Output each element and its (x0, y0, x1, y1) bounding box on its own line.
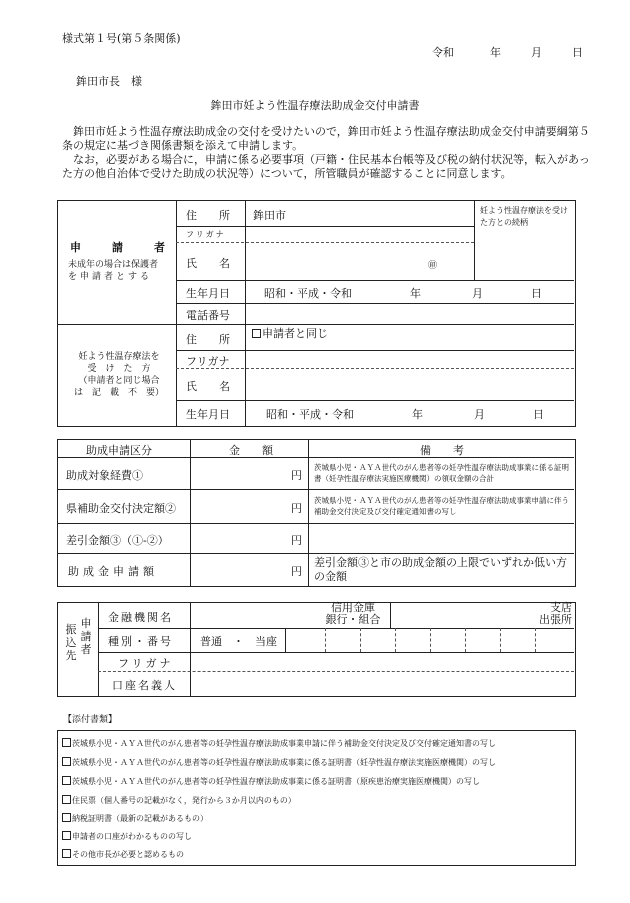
recipient-birth-year[interactable]: 年 (412, 408, 423, 421)
recipient-label-line-1: 妊よう性温存療法を (78, 352, 160, 362)
branch-input[interactable] (391, 603, 531, 627)
grant-row-note: 差引金額③と市の助成金額の上限でいずれか低い方の金額 (314, 556, 567, 583)
attachment-item[interactable] (62, 831, 570, 849)
grant-amount-input-4[interactable] (191, 554, 296, 584)
form-number: 様式第１号(第５条関係) (62, 32, 181, 45)
grant-amount-input-1[interactable] (191, 458, 296, 488)
checkbox-icon (252, 329, 261, 338)
same-as-applicant-label: 申請者と同じ (262, 327, 328, 340)
checkbox-icon (62, 776, 71, 785)
grant-row-label: 差引金額③（①-②） (66, 534, 169, 547)
attachment-item[interactable] (62, 813, 570, 831)
attachment-item[interactable] (62, 795, 570, 813)
applicant-note-1: 未成年の場合は保護者 (68, 260, 159, 270)
recipient-address-label: 住 所 (186, 333, 230, 346)
bank-side-char: 申 (80, 617, 92, 630)
attachment-label: 茨城県小児・ＡＹＡ世代のがん患者等の妊孕性温存療法助成事業に係る証明書（妊孕性温存療法実施医療機関）の写し (72, 758, 496, 767)
applicant-phone-label: 電話番号 (186, 309, 230, 322)
account-number-input[interactable] (286, 629, 574, 651)
applicant-label: 申 請 者 (70, 241, 175, 254)
applicant-birthdate-label: 生年月日 (186, 287, 230, 300)
attachment-item[interactable] (62, 776, 570, 795)
checkbox-icon (62, 738, 71, 747)
applicant-address-input[interactable]: 鉾田市 (253, 209, 286, 222)
applicant-birthdate-eras[interactable]: 昭和・平成・令和 (264, 287, 352, 300)
applicant-birth-month[interactable]: 月 (472, 287, 483, 300)
addressee: 鉾田市長 様 (76, 75, 142, 88)
checkbox-icon (62, 849, 71, 858)
same-as-applicant-checkbox[interactable] (252, 325, 328, 341)
yen-unit: 円 (291, 502, 302, 515)
checkbox-icon (62, 813, 71, 822)
recipient-birthdate-eras[interactable]: 昭和・平成・令和 (266, 408, 354, 421)
seal-mark: ㊞ (428, 261, 438, 271)
attachment-label: その他市長が必要と認めるもの (72, 850, 184, 859)
attachment-item[interactable] (62, 849, 570, 867)
institution-label: 金融機関名 (108, 611, 173, 624)
branch-type-options[interactable]: 支店 出張所 (539, 601, 572, 626)
recipient-birth-day[interactable]: 日 (533, 408, 544, 421)
recipient-name-input[interactable] (246, 369, 573, 399)
recipient-furigana-label: フリガナ (186, 355, 230, 368)
attachment-label: 茨城県小児・ＡＹＡ世代のがん患者等の妊孕性温存療法助成事業に係る証明書（原疾患治療実施医療機関）の写し (72, 777, 480, 786)
date-year-field[interactable]: 年 (490, 46, 501, 59)
attachments-heading: 【添付書類】 (63, 715, 118, 725)
attachment-item[interactable] (62, 738, 570, 757)
grant-amount-input-3[interactable] (191, 524, 296, 552)
date-day-field[interactable]: 日 (572, 46, 583, 59)
bank-side-char: 者 (80, 643, 92, 656)
checkbox-icon (62, 795, 71, 804)
attachment-label: 茨城県小児・ＡＹＡ世代のがん患者等の妊孕性温存療法助成事業申請に伴う補助金交付決定及び交付確定通知書の写し (72, 739, 496, 748)
date-month-field[interactable]: 月 (531, 46, 542, 59)
bank-side-char: 振 (65, 623, 77, 636)
recipient-label-line-4: は 記 載 不 要） (73, 388, 164, 398)
relation-label: 妊よう性温存療法を受けた方との続柄 (480, 206, 568, 227)
bank-side-char: 込 (65, 636, 77, 649)
recipient-birth-month[interactable]: 月 (474, 408, 485, 421)
grant-amount-input-2[interactable] (191, 490, 296, 522)
applicant-phone-input[interactable] (246, 304, 573, 323)
recipient-furigana-input[interactable] (246, 351, 573, 367)
attachment-label: 住民票（個人番号の記載がなく，発行から３か月以内のもの） (72, 796, 296, 805)
yen-unit: 円 (291, 565, 302, 578)
account-type-label: 種別・番号 (108, 635, 173, 648)
attachments-list (62, 738, 570, 867)
grant-row-label: 助成金申請額 (68, 565, 158, 578)
bank-side-char: 先 (65, 649, 77, 662)
relation-input[interactable] (475, 232, 573, 279)
institution-input[interactable] (191, 603, 316, 627)
yen-unit: 円 (291, 534, 302, 547)
attachment-label: 申請者の口座がわかるものの写し (72, 832, 192, 841)
grant-row-label: 助成対象経費① (66, 469, 143, 482)
checkbox-icon (62, 757, 71, 766)
attachment-item[interactable] (62, 757, 570, 776)
recipient-name-label: 氏 名 (186, 380, 230, 393)
grant-row-note: 茨城県小児・ＡＹＡ世代のがん患者等の妊孕性温存療法助成事業申請に伴う補助金交付決定及び交付確定通知書の写し (314, 496, 569, 516)
bank-side-label-col2 (79, 617, 93, 656)
intro-text (62, 125, 590, 181)
recipient-label-line-3: （申請者と同じ場合 (78, 376, 160, 386)
bank-type-options[interactable]: 信用金庫 銀行・組合 (325, 601, 381, 626)
recipient-label (64, 351, 174, 399)
holder-furigana-label: フリガナ (118, 657, 174, 670)
grant-header-remarks: 備 考 (420, 444, 464, 457)
applicant-note-2: を申請者とする (68, 272, 153, 282)
applicant-name-input[interactable] (246, 244, 473, 279)
yen-unit: 円 (291, 469, 302, 482)
applicant-address-label: 住 所 (186, 209, 230, 222)
intro-paragraph-2: なお，必要がある場合に，申請に係る必要事項（戸籍・住民基本台帳等及び税の納付状況等，転入があった方の他自治体で受けた助成の状況等）について，所管職員が確認することに同意します。 (62, 153, 590, 180)
holder-name-label: 口座名義人 (112, 679, 177, 692)
applicant-furigana-input[interactable] (246, 228, 473, 241)
grant-header-category: 助成申請区分 (86, 444, 152, 457)
checkbox-icon (62, 831, 71, 840)
grant-row-label: 県補助金交付決定額② (66, 502, 176, 515)
form-title: 鉾田市妊よう性温存療法助成金交付申請書 (210, 99, 420, 112)
attachment-label: 納税証明書（最新の記載があるもの） (72, 814, 208, 823)
applicant-furigana-label: フリガナ (186, 230, 226, 239)
applicant-birth-year[interactable]: 年 (410, 287, 421, 300)
recipient-birthdate-label: 生年月日 (186, 408, 230, 421)
date-era: 令和 (432, 46, 454, 59)
bank-side-label-col1 (64, 623, 78, 662)
account-type-options[interactable]: 普通 ・ 当座 (200, 635, 277, 648)
grant-header-amount: 金 額 (229, 444, 273, 457)
applicant-name-label: 氏 名 (186, 257, 230, 270)
holder-furigana-input[interactable] (191, 653, 573, 670)
applicant-birth-day[interactable]: 日 (531, 287, 542, 300)
bank-side-char: 請 (80, 630, 92, 643)
grant-row-note: 茨城県小児・ＡＹＡ世代のがん患者等の妊孕性温存療法助成事業に係る証明書（妊孕性温存療法実施医療機関）の領収金額の合計 (314, 463, 569, 483)
recipient-label-line-2: 受 け た 方 (87, 364, 151, 374)
intro-paragraph-1: 鉾田市妊よう性温存療法助成金の交付を受けたいので，鉾田市妊よう性温存療法助成金交付申請要綱第５条の規定に基づき関係書類を添えて申請します。 (62, 125, 590, 152)
holder-name-input[interactable] (191, 672, 573, 694)
